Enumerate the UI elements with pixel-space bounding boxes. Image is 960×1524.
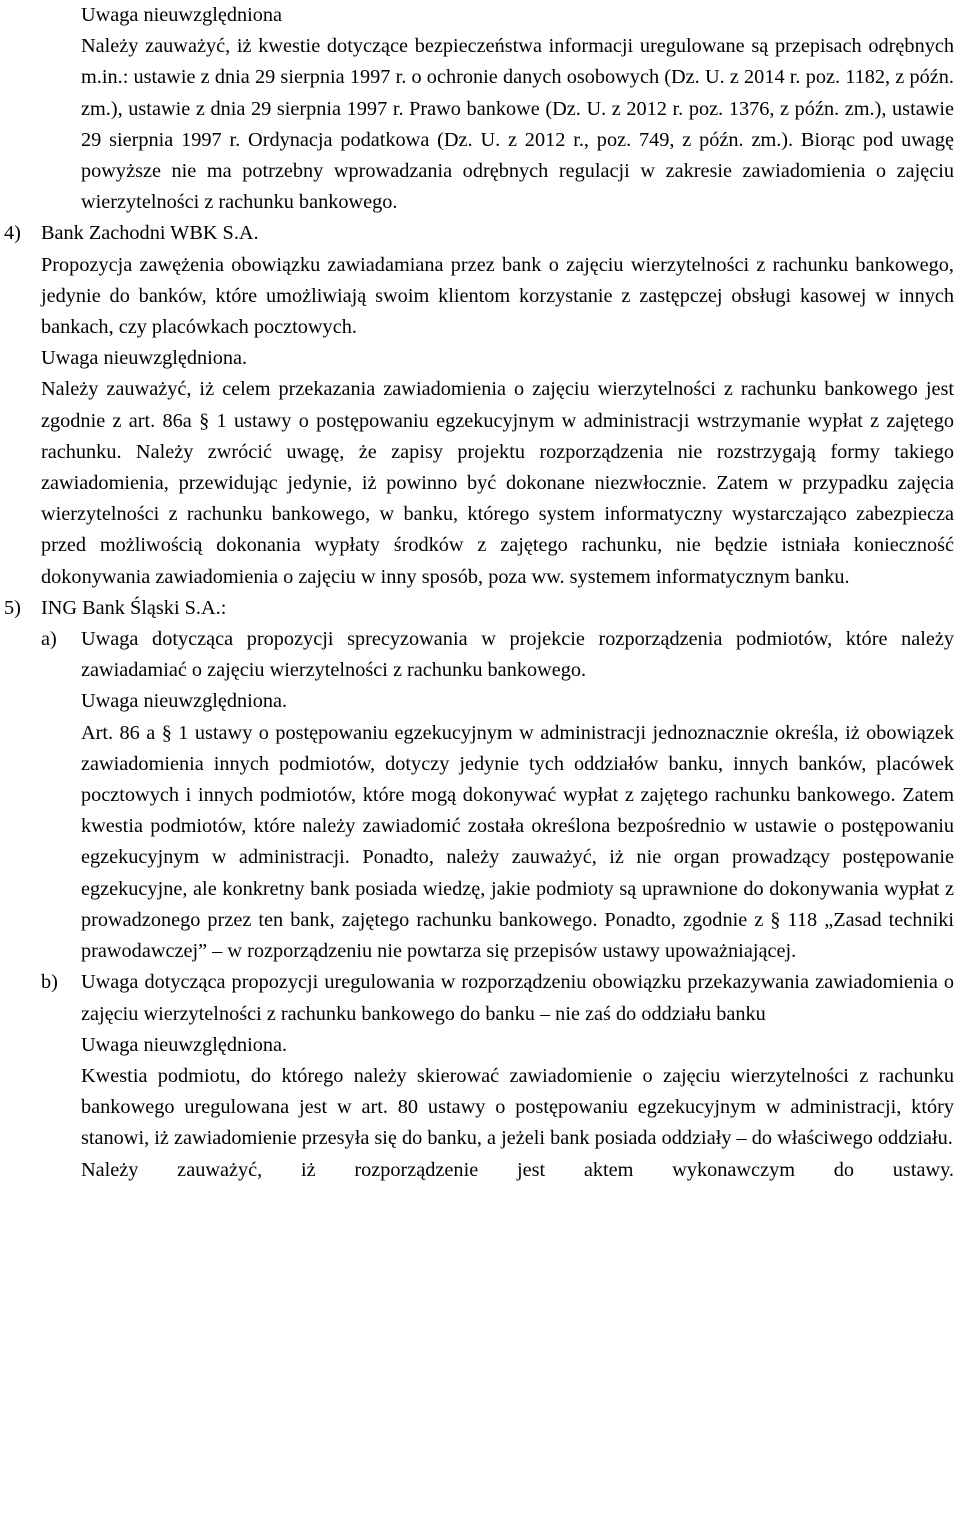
paragraph: Należy zauważyć, iż kwestie dotyczące bezpieczeństwa informacji uregulowane są przepisach odrębnych m.in.: ustawie z dnia 29 sierpnia 1997 r. o ochronie danych osobowych (Dz. U. z 2014 r. poz. 1182, z późn. zm.), ustawie z dnia 29 sierpnia 1997 r. Prawo bankowe (Dz. U. z 2012 r. poz. 1376, z późn. zm.), ustawie 29 sierpnia 1997 r. Ordynacja podatkowa (Dz. U. z 2012 r., poz. 749, z późn. zm.). Biorąc pod uwagę powyższe nie ma potrzebny wprowadzania odrębnych regulacji w zakresie zawiadomienia o zajęciu wierzytelności z rachunku bankowego. (81, 35, 954, 214)
sub-item-letter: b) (41, 971, 58, 994)
paragraph: Uwaga dotycząca propozycji sprecyzowania w projekcie rozporządzenia podmiotów, które należy zawiadamiać o zajęciu wierzytelności z rachunku bankowego. (81, 628, 954, 682)
paragraph: Należy zauważyć, iż rozporządzenie jest aktem wykonawczym do ustawy. (81, 1158, 954, 1181)
list-number: 4) (4, 222, 21, 245)
sub-item-b (0, 967, 960, 1029)
paragraph: Należy zauważyć, iż celem przekazania zawiadomienia o zajęciu wierzytelności z rachunku bankowego jest zgodnie z art. 86a § 1 ustawy o postępowaniu egzekucyjnym w administracji wstrzymanie wypłat z zajętego rachunku. Należy zwrócić uwagę, że zapisy projektu rozporządzenia nie rozstrzygają formy takiego zawiadomienia, przewidując jedynie, iż powinno być dokonane niezwłocznie. Zatem w przypadku zajęcia wierzytelności z rachunku bankowego, w banku, którego system informatyczny wystarczająco zabezpiecza przed możliwością dokonania wypłaty środków z zajętego rachunku, nie będzie istniała konieczność dokonywania zawiadomienia o zajęciu w inny sposób, poza ww. systemem informatycznym banku. (41, 378, 954, 588)
list-number: 5) (4, 596, 21, 619)
paragraph: Kwestia podmiotu, do którego należy skierować zawiadomienie o zajęciu wierzytelności z rachunku bankowego uregulowana jest w art. 80 ustawy o postępowaniu egzekucyjnym w administracji, który stanowi, iż zawiadomienie przesyła się do banku, a jeżeli bank posiada oddziały – do właściwego oddziału. (81, 1064, 954, 1150)
section-heading: Uwaga nieuwzględniona. (41, 347, 248, 370)
paragraph: Art. 86 a § 1 ustawy o postępowaniu egzekucyjnym w administracji jednoznacznie określa, iż obowiązek zawiadomienia innych podmiotów, dotyczy jedynie tych oddziałów banku, innych banków, placówek pocztowych i innych podmiotów, które mogą dokonywać wypłat z zajętego rachunku bankowego. Zatem kwestia podmiotów, które należy zawiadomić została określona bezpośrednio w ustawie o postępowaniu egzekucyjnym w administracji. Ponadto, należy zauważyć, iż nie organ prowadzący postępowanie egzekucyjne, ale konkretny bank posiada wiedzę, jakie podmioty są uprawnione do dokonywania wypłat z prowadzonego przez ten bank, zajętego rachunku bankowego. Ponadto, zgodnie z § 118 „Zasad techniki prawodawczej” – w rozporządzeniu nie powtarza się przepisów ustawy upoważniającej. (81, 721, 954, 963)
list-item-4 (0, 218, 960, 249)
sub-item-letter: a) (41, 628, 57, 651)
section-heading: Uwaga nieuwzględniona (81, 4, 283, 26)
section-heading: Uwaga nieuwzględniona. (81, 690, 288, 713)
paragraph: Propozycja zawężenia obowiązku zawiadamiana przez bank o zajęciu wierzytelności z rachunku bankowego, jedynie do banków, które umożliwiają swoim klientom korzystanie z zastępczej obsługi kasowej w innych bankach, czy placówkach pocztowych. (41, 253, 954, 339)
list-item-title: Bank Zachodni WBK S.A. (41, 222, 259, 245)
paragraph: Uwaga dotycząca propozycji uregulowania w rozporządzeniu obowiązku przekazywania zawiadomienia o zajęciu wierzytelności z rachunku bankowego do banku – nie zaś do oddziału banku (81, 971, 954, 1025)
sub-item-a (0, 624, 960, 686)
list-item-5 (0, 593, 960, 624)
list-item-title: ING Bank Śląski S.A.: (41, 596, 227, 619)
section-heading: Uwaga nieuwzględniona. (81, 1033, 288, 1056)
